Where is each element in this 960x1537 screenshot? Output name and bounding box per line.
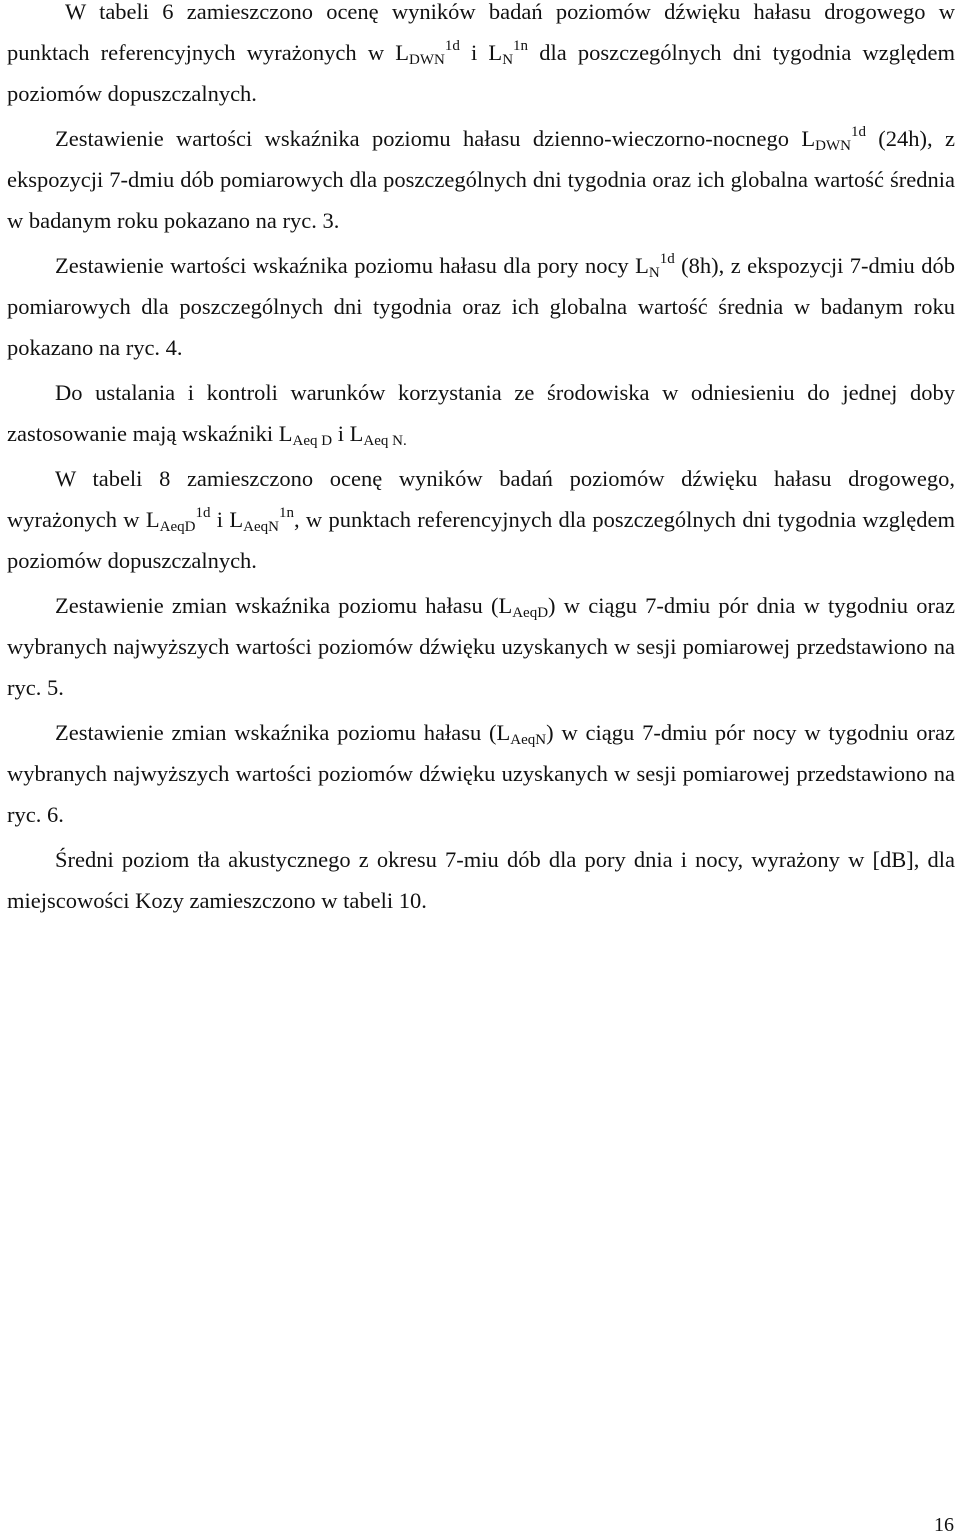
text: i L <box>459 40 503 65</box>
subscript: AeqN <box>510 732 547 748</box>
paragraph-figure-5 <box>7 585 955 708</box>
subscript: DWN <box>815 138 851 154</box>
text: ) w ciągu 7-dmiu pór nocy w tygodniu oraz wybranych najwyższych wartości poziomów dźwięku uzyskanych w sesji pomiarowej przedstawiono na ryc. 6. <box>7 720 955 827</box>
subscript: DWN <box>409 52 445 68</box>
text: Zestawienie wartości wskaźnika poziomu hałasu dla pory nocy L <box>55 253 649 278</box>
superscript: 1n <box>278 505 294 521</box>
paragraph-table-6 <box>7 0 955 114</box>
paragraph-figure-4 <box>7 245 955 368</box>
text: Zestawienie zmian wskaźnika poziomu hałasu (L <box>55 720 511 745</box>
text: , w punktach referencyjnych dla poszczególnych dni tygodnia względem poziomów dopuszczalnych. <box>7 507 956 573</box>
superscript: 1d <box>850 124 866 140</box>
subscript: Aeq N. <box>363 433 407 449</box>
text: i L <box>210 507 244 532</box>
paragraph-table-10 <box>7 839 955 921</box>
subscript: AeqD <box>512 605 549 621</box>
subscript: AeqN <box>243 519 279 535</box>
text: (24h), z ekspozycji 7-dmiu dób pomiarowych dla poszczególnych dni tygodnia oraz ich globalna wartość średnia w badanym roku pokazano na ryc. 3. <box>7 126 955 233</box>
document-page <box>7 0 955 925</box>
text: Do ustalania i kontroli warunków korzystania ze środowiska w odniesieniu do jednej doby zastosowanie mają wskaźniki L <box>7 380 955 446</box>
page-number: 16 <box>934 1514 954 1536</box>
text: i L <box>332 421 364 446</box>
text: (8h), z ekspozycji 7-dmiu dób pomiarowych dla poszczególnych dni tygodnia oraz ich globalna wartość średnia w badanym roku pokazano na ryc. 4. <box>7 253 955 360</box>
superscript: 1d <box>195 505 211 521</box>
paragraph-indicators <box>7 372 955 454</box>
text: ) w ciągu 7-dmiu pór dnia w tygodniu oraz wybranych najwyższych wartości poziomów dźwięku uzyskanych w sesji pomiarowej przedstawiono na ryc. 5. <box>7 593 955 700</box>
superscript: 1d <box>444 38 460 54</box>
text: Zestawienie wartości wskaźnika poziomu hałasu dzienno-wieczorno-nocnego L <box>55 126 816 151</box>
subscript: Aeq D <box>292 433 333 449</box>
paragraph-figure-6 <box>7 712 955 835</box>
text: W tabeli 8 zamieszczono ocenę wyników badań poziomów dźwięku hałasu drogowego, wyrażonych w L <box>7 466 955 532</box>
text: W tabeli 6 zamieszczono ocenę wyników badań poziomów dźwięku hałasu drogowego w punktach referencyjnych wyrażonych w L <box>7 0 955 65</box>
superscript: 1n <box>513 38 529 54</box>
subscript: AeqD <box>159 519 196 535</box>
text: Zestawienie zmian wskaźnika poziomu hałasu (L <box>55 593 513 618</box>
subscript: N <box>502 52 514 68</box>
paragraph-table-8 <box>7 458 955 581</box>
paragraph-figure-3 <box>7 118 955 241</box>
text: Średni poziom tła akustycznego z okresu 7-miu dób dla pory dnia i nocy, wyrażony w [dB], dla miejscowości Kozy zamieszczono w tabeli 10. <box>7 847 955 913</box>
subscript: N <box>648 265 660 281</box>
superscript: 1d <box>659 251 675 267</box>
text: dla poszczególnych dni tygodnia względem poziomów dopuszczalnych. <box>7 40 955 106</box>
